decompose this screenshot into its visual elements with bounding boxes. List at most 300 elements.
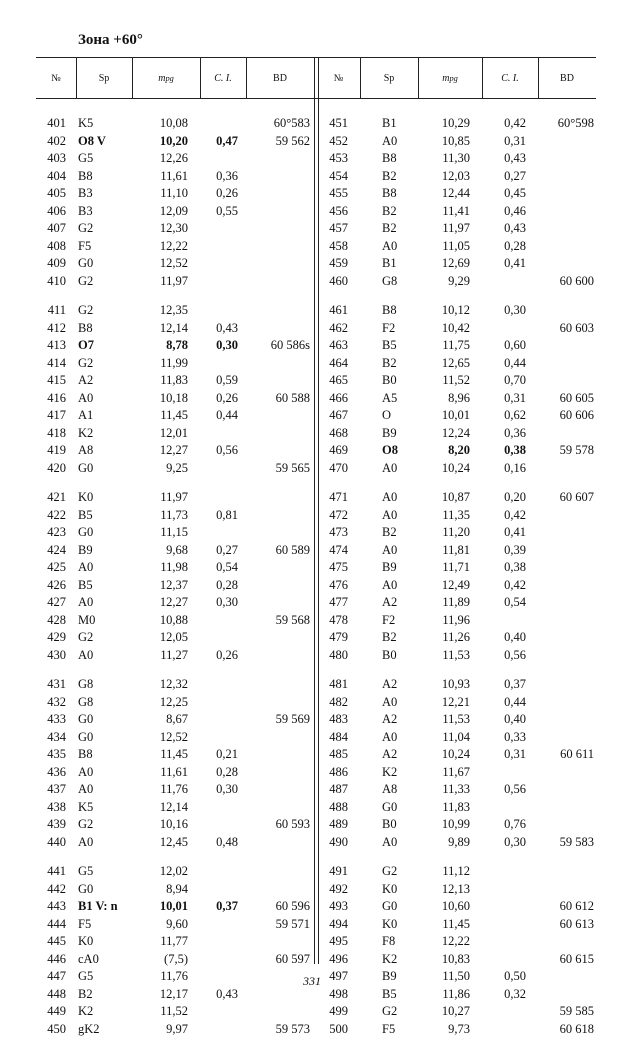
color-index: 0,70 bbox=[504, 373, 526, 387]
spectral-type: B2 bbox=[78, 986, 93, 1001]
star-number: 433 bbox=[47, 712, 66, 726]
color-index: 0,42 bbox=[504, 507, 526, 522]
spectral-type: G8 bbox=[382, 273, 398, 288]
star-number: 415 bbox=[47, 373, 66, 387]
magnitude: 11,35 bbox=[442, 507, 470, 522]
spectral-type: B8 bbox=[382, 151, 397, 165]
magnitude: 10,24 bbox=[441, 460, 470, 475]
color-index: 0,27 bbox=[216, 542, 238, 557]
magnitude: 12,02 bbox=[159, 864, 188, 878]
star-number: 401 bbox=[47, 116, 66, 130]
magnitude: 12,25 bbox=[159, 694, 188, 709]
spectral-type: A0 bbox=[78, 782, 94, 796]
star-number: 487 bbox=[329, 782, 348, 796]
star-number: 437 bbox=[47, 782, 66, 796]
spectral-type: B2 bbox=[382, 221, 397, 235]
spectral-type: A0 bbox=[78, 560, 94, 574]
magnitude: 11,15 bbox=[160, 525, 188, 539]
bd-designation: 60 603 bbox=[559, 320, 594, 335]
spectral-type: B9 bbox=[382, 969, 397, 983]
magnitude: 11,30 bbox=[442, 151, 470, 165]
star-number: 428 bbox=[47, 612, 66, 627]
spectral-type: O8 V bbox=[78, 133, 106, 148]
star-number: 493 bbox=[329, 899, 348, 913]
spectral-type: A8 bbox=[78, 443, 94, 457]
spectral-type: B0 bbox=[382, 647, 397, 662]
color-index: 0,42 bbox=[504, 577, 526, 592]
star-number: 438 bbox=[47, 799, 66, 814]
star-number: 414 bbox=[47, 355, 66, 370]
star-number: 419 bbox=[47, 443, 66, 457]
magnitude: 9,97 bbox=[166, 1021, 188, 1036]
bd-designation: 59 573 bbox=[275, 1021, 310, 1036]
star-number: 402 bbox=[47, 133, 66, 148]
star-number: 406 bbox=[47, 203, 66, 218]
spectral-type: G2 bbox=[78, 273, 94, 288]
star-number: 463 bbox=[329, 338, 348, 352]
spectral-type: K5 bbox=[78, 116, 94, 130]
color-index: 0,31 bbox=[504, 747, 526, 761]
magnitude: 12,37 bbox=[159, 577, 188, 592]
magnitude: 10,60 bbox=[441, 899, 470, 913]
magnitude: 9,89 bbox=[448, 834, 470, 849]
bd-designation: 60 586s bbox=[270, 338, 310, 352]
star-number: 448 bbox=[47, 986, 66, 1001]
magnitude: 11,97 bbox=[160, 490, 188, 504]
magnitude: 12,52 bbox=[159, 256, 188, 270]
color-index: 0,37 bbox=[504, 677, 526, 691]
spectral-type: B2 bbox=[382, 355, 397, 370]
star-number: 412 bbox=[47, 320, 66, 335]
magnitude: 11,67 bbox=[442, 764, 470, 779]
star-number: 489 bbox=[329, 817, 348, 831]
star-number: 461 bbox=[329, 303, 348, 317]
color-index: 0,56 bbox=[504, 782, 526, 796]
star-number: 421 bbox=[47, 490, 66, 504]
star-number: 479 bbox=[329, 630, 348, 644]
magnitude: 10,27 bbox=[441, 1004, 470, 1018]
star-number: 465 bbox=[329, 373, 348, 387]
star-number: 420 bbox=[47, 460, 66, 475]
spectral-type: M0 bbox=[78, 612, 96, 627]
spectral-type: K5 bbox=[78, 799, 94, 814]
star-number: 453 bbox=[329, 151, 348, 165]
spectral-type: G0 bbox=[78, 256, 94, 270]
spectral-type: F5 bbox=[382, 1021, 396, 1036]
magnitude: 11,98 bbox=[160, 560, 188, 574]
bd-designation: 59 568 bbox=[275, 612, 310, 627]
bd-designation: 60 605 bbox=[559, 390, 594, 405]
magnitude: 8,67 bbox=[166, 712, 188, 726]
bd-designation: 60°598 bbox=[557, 116, 594, 130]
magnitude: 11,61 bbox=[160, 168, 188, 183]
spectral-type: G2 bbox=[78, 630, 94, 644]
spectral-type: G0 bbox=[78, 712, 94, 726]
magnitude: 10,93 bbox=[441, 677, 470, 691]
color-index: 0,20 bbox=[504, 490, 526, 504]
spectral-type: A0 bbox=[78, 764, 94, 779]
star-number: 450 bbox=[47, 1021, 66, 1036]
color-index: 0,36 bbox=[504, 425, 526, 440]
spectral-type: B2 bbox=[382, 630, 397, 644]
magnitude: 12,52 bbox=[159, 729, 188, 744]
star-number: 444 bbox=[47, 916, 66, 931]
magnitude: 9,68 bbox=[166, 542, 188, 557]
color-index: 0,26 bbox=[216, 390, 238, 405]
star-number: 418 bbox=[47, 425, 66, 440]
spectral-type: A1 bbox=[78, 408, 94, 422]
magnitude: 12,05 bbox=[159, 630, 188, 644]
star-number: 425 bbox=[47, 560, 66, 574]
star-number: 474 bbox=[329, 542, 348, 557]
bd-designation: 59 571 bbox=[275, 916, 310, 931]
spectral-type: K2 bbox=[382, 764, 398, 779]
spectral-type: K0 bbox=[382, 916, 398, 931]
spectral-type: O8 bbox=[382, 443, 398, 457]
star-number: 471 bbox=[329, 490, 348, 504]
magnitude: 12,44 bbox=[441, 186, 470, 200]
star-number: 417 bbox=[47, 408, 66, 422]
magnitude: 11,45 bbox=[442, 916, 470, 931]
bd-designation: 59 569 bbox=[275, 712, 310, 726]
spectral-type: A0 bbox=[78, 390, 94, 405]
star-number: 500 bbox=[329, 1021, 348, 1036]
star-number: 426 bbox=[47, 577, 66, 592]
spectral-type: B8 bbox=[78, 168, 93, 183]
bd-designation: 60 612 bbox=[559, 899, 594, 913]
color-index: 0,48 bbox=[216, 834, 238, 849]
magnitude: 12,03 bbox=[441, 168, 470, 183]
spectral-type: A0 bbox=[382, 133, 398, 148]
star-number: 456 bbox=[329, 203, 348, 218]
color-index: 0,28 bbox=[216, 764, 238, 779]
star-number: 478 bbox=[329, 612, 348, 627]
star-number: 497 bbox=[329, 969, 348, 983]
magnitude: 11,75 bbox=[442, 338, 470, 352]
spectral-type: G5 bbox=[78, 969, 94, 983]
color-index: 0,26 bbox=[216, 186, 238, 200]
spectral-type: G0 bbox=[382, 899, 398, 913]
star-number: 403 bbox=[47, 151, 66, 165]
spectral-type: B0 bbox=[382, 817, 397, 831]
magnitude: 11,71 bbox=[442, 560, 470, 574]
star-number: 460 bbox=[329, 273, 348, 288]
magnitude: 11,99 bbox=[160, 355, 188, 370]
magnitude: 12,22 bbox=[159, 238, 188, 253]
spectral-type: A0 bbox=[78, 834, 94, 849]
color-index: 0,30 bbox=[504, 834, 526, 849]
color-index: 0,16 bbox=[504, 460, 526, 475]
magnitude: 11,05 bbox=[442, 238, 470, 253]
spectral-type: A0 bbox=[382, 490, 398, 504]
spectral-type: A0 bbox=[382, 694, 398, 709]
spectral-type: A0 bbox=[78, 647, 94, 662]
star-number: 411 bbox=[47, 303, 66, 317]
bd-designation: 60 596 bbox=[275, 899, 310, 913]
header-sp: Sp bbox=[383, 72, 395, 84]
magnitude: (7,5) bbox=[164, 951, 188, 966]
magnitude: 11,41 bbox=[442, 203, 470, 218]
magnitude: 12,65 bbox=[441, 355, 470, 370]
spectral-type: B2 bbox=[382, 168, 397, 183]
star-number: 480 bbox=[329, 647, 348, 662]
star-number: 462 bbox=[329, 320, 348, 335]
magnitude: 9,29 bbox=[448, 273, 470, 288]
magnitude: 12,13 bbox=[441, 881, 470, 896]
header-mpg: m pg bbox=[158, 72, 174, 84]
bd-designation: 60 593 bbox=[275, 817, 310, 831]
star-number: 447 bbox=[47, 969, 66, 983]
magnitude: 9,25 bbox=[166, 460, 188, 475]
color-index: 0,46 bbox=[504, 203, 526, 218]
magnitude: 12,27 bbox=[159, 443, 188, 457]
star-number: 440 bbox=[47, 834, 66, 849]
magnitude: 11,89 bbox=[442, 595, 470, 609]
magnitude: 12,22 bbox=[441, 934, 470, 948]
spectral-type: B5 bbox=[382, 986, 397, 1001]
magnitude: 10,20 bbox=[159, 133, 188, 148]
magnitude: 12,69 bbox=[441, 256, 470, 270]
color-index: 0,54 bbox=[504, 595, 526, 609]
star-number: 481 bbox=[329, 677, 348, 691]
spectral-type: A0 bbox=[382, 542, 398, 557]
header-no: № bbox=[333, 72, 344, 84]
bd-designation: 60 615 bbox=[559, 951, 594, 966]
magnitude: 10,42 bbox=[441, 320, 470, 335]
star-number: 466 bbox=[329, 390, 348, 405]
star-number: 407 bbox=[47, 221, 66, 235]
bd-designation: 60 613 bbox=[559, 916, 594, 931]
spectral-type: B9 bbox=[382, 560, 397, 574]
spectral-type: F5 bbox=[78, 916, 92, 931]
magnitude: 12,24 bbox=[441, 425, 470, 440]
star-number: 473 bbox=[329, 525, 348, 539]
magnitude: 11,26 bbox=[442, 630, 470, 644]
magnitude: 9,73 bbox=[448, 1021, 470, 1036]
magnitude: 10,01 bbox=[441, 408, 470, 422]
magnitude: 11,96 bbox=[442, 612, 470, 627]
magnitude: 9,60 bbox=[166, 916, 188, 931]
spectral-type: B8 bbox=[78, 320, 93, 335]
magnitude: 11,97 bbox=[160, 273, 188, 288]
magnitude: 11,45 bbox=[160, 747, 188, 761]
bd-designation: 59 585 bbox=[559, 1004, 594, 1018]
magnitude: 11,12 bbox=[442, 864, 470, 878]
spectral-type: B5 bbox=[78, 577, 93, 592]
magnitude: 11,27 bbox=[160, 647, 188, 662]
color-index: 0,50 bbox=[504, 969, 526, 983]
magnitude: 11,04 bbox=[442, 729, 470, 744]
color-index: 0,28 bbox=[216, 577, 238, 592]
star-number: 405 bbox=[47, 186, 66, 200]
magnitude: 8,20 bbox=[448, 443, 470, 457]
color-index: 0,62 bbox=[504, 408, 526, 422]
color-index: 0,43 bbox=[504, 221, 526, 235]
spectral-type: G2 bbox=[78, 221, 94, 235]
color-index: 0,26 bbox=[216, 647, 238, 662]
spectral-type: A8 bbox=[382, 782, 398, 796]
spectral-type: A0 bbox=[78, 595, 94, 609]
color-index: 0,54 bbox=[216, 560, 238, 574]
star-number: 484 bbox=[329, 729, 348, 744]
magnitude: 12,32 bbox=[159, 677, 188, 691]
star-number: 413 bbox=[47, 338, 66, 352]
spectral-type: G2 bbox=[78, 303, 94, 317]
magnitude: 12,17 bbox=[159, 986, 188, 1001]
star-number: 492 bbox=[329, 881, 348, 896]
magnitude: 11,50 bbox=[442, 969, 470, 983]
color-index: 0,44 bbox=[504, 694, 526, 709]
magnitude: 11,81 bbox=[442, 542, 470, 557]
color-index: 0,42 bbox=[504, 116, 526, 130]
magnitude: 10,01 bbox=[159, 899, 188, 913]
star-number: 472 bbox=[329, 507, 348, 522]
spectral-type: A2 bbox=[382, 677, 398, 691]
spectral-type: O bbox=[382, 408, 392, 422]
star-number: 416 bbox=[47, 390, 66, 405]
bd-designation: 60°583 bbox=[273, 116, 310, 130]
star-number: 470 bbox=[329, 460, 348, 475]
color-index: 0,41 bbox=[504, 256, 526, 270]
magnitude: 11,52 bbox=[160, 1004, 188, 1018]
star-number: 427 bbox=[47, 595, 66, 609]
spectral-type: G0 bbox=[382, 799, 398, 814]
magnitude: 11,61 bbox=[160, 764, 188, 779]
star-number: 446 bbox=[47, 951, 66, 966]
star-number: 454 bbox=[329, 168, 348, 183]
spectral-type: K0 bbox=[78, 934, 94, 948]
spectral-type: G2 bbox=[78, 817, 94, 831]
magnitude: 12,21 bbox=[441, 694, 470, 709]
star-number: 431 bbox=[47, 677, 66, 691]
spectral-type: A0 bbox=[382, 834, 398, 849]
star-number: 410 bbox=[47, 273, 66, 288]
magnitude: 12,49 bbox=[441, 577, 470, 592]
color-index: 0,59 bbox=[216, 373, 238, 387]
bd-designation: 60 588 bbox=[275, 390, 310, 405]
color-index: 0,81 bbox=[216, 507, 238, 522]
color-index: 0,43 bbox=[216, 320, 238, 335]
star-number: 435 bbox=[47, 747, 66, 761]
star-number: 458 bbox=[329, 238, 348, 253]
magnitude: 11,53 bbox=[442, 712, 470, 726]
star-number: 452 bbox=[329, 133, 348, 148]
magnitude: 11,20 bbox=[442, 525, 470, 539]
spectral-type: A5 bbox=[382, 390, 398, 405]
spectral-type: B5 bbox=[382, 338, 397, 352]
spectral-type: B1 V: n bbox=[78, 899, 118, 913]
spectral-type: F2 bbox=[382, 320, 396, 335]
magnitude: 10,16 bbox=[159, 817, 188, 831]
bd-designation: 60 600 bbox=[559, 273, 594, 288]
color-index: 0,27 bbox=[504, 168, 526, 183]
star-number: 436 bbox=[47, 764, 66, 779]
spectral-type: B2 bbox=[382, 525, 397, 539]
spectral-type: A0 bbox=[382, 729, 398, 744]
star-number: 441 bbox=[47, 864, 66, 878]
magnitude: 10,87 bbox=[441, 490, 470, 504]
spectral-type: B3 bbox=[78, 203, 93, 218]
star-number: 432 bbox=[47, 694, 66, 709]
magnitude: 10,12 bbox=[441, 303, 470, 317]
magnitude: 10,18 bbox=[159, 390, 188, 405]
star-number: 404 bbox=[47, 168, 66, 183]
spectral-type: G0 bbox=[78, 460, 94, 475]
star-number: 488 bbox=[329, 799, 348, 814]
bd-designation: 60 611 bbox=[560, 747, 594, 761]
color-index: 0,30 bbox=[216, 338, 238, 352]
color-index: 0,32 bbox=[504, 986, 526, 1001]
color-index: 0,31 bbox=[504, 133, 526, 148]
star-number: 469 bbox=[329, 443, 348, 457]
spectral-type: A2 bbox=[382, 747, 398, 761]
magnitude: 11,83 bbox=[160, 373, 188, 387]
spectral-type: B8 bbox=[382, 303, 397, 317]
spectral-type: B8 bbox=[382, 186, 397, 200]
color-index: 0,39 bbox=[504, 542, 526, 557]
spectral-type: A0 bbox=[382, 577, 398, 592]
spectral-type: K2 bbox=[78, 425, 94, 440]
color-index: 0,55 bbox=[216, 203, 238, 218]
header-sp: Sp bbox=[98, 72, 110, 84]
color-index: 0,31 bbox=[504, 390, 526, 405]
star-number: 443 bbox=[47, 899, 66, 913]
magnitude: 12,45 bbox=[159, 834, 188, 849]
magnitude: 11,52 bbox=[442, 373, 470, 387]
magnitude: 10,85 bbox=[441, 133, 470, 148]
star-number: 483 bbox=[329, 712, 348, 726]
color-index: 0,38 bbox=[504, 443, 526, 457]
magnitude: 12,14 bbox=[159, 320, 188, 335]
magnitude: 10,99 bbox=[441, 817, 470, 831]
spectral-type: G5 bbox=[78, 151, 94, 165]
color-index: 0,30 bbox=[504, 303, 526, 317]
color-index: 0,36 bbox=[216, 168, 238, 183]
magnitude: 11,10 bbox=[160, 186, 188, 200]
star-number: 490 bbox=[329, 834, 348, 849]
color-index: 0,47 bbox=[216, 133, 238, 148]
color-index: 0,21 bbox=[216, 747, 238, 761]
color-index: 0,30 bbox=[216, 782, 238, 796]
spectral-type: B9 bbox=[382, 425, 397, 440]
color-index: 0,56 bbox=[216, 443, 238, 457]
spectral-type: K2 bbox=[382, 951, 398, 966]
star-number: 451 bbox=[329, 116, 348, 130]
spectral-type: B3 bbox=[78, 186, 93, 200]
magnitude: 10,88 bbox=[159, 612, 188, 627]
spectral-type: A2 bbox=[382, 595, 398, 609]
color-index: 0,44 bbox=[216, 408, 238, 422]
magnitude: 11,97 bbox=[442, 221, 470, 235]
spectral-type: G0 bbox=[78, 525, 94, 539]
magnitude: 12,01 bbox=[159, 425, 188, 440]
star-number: 468 bbox=[329, 425, 348, 440]
star-number: 476 bbox=[329, 577, 348, 592]
spectral-type: F5 bbox=[78, 238, 92, 253]
color-index: 0,44 bbox=[504, 355, 526, 370]
magnitude: 12,35 bbox=[159, 303, 188, 317]
star-number: 422 bbox=[47, 507, 66, 522]
magnitude: 11,45 bbox=[160, 408, 188, 422]
spectral-type: B9 bbox=[78, 542, 93, 557]
magnitude: 11,76 bbox=[160, 782, 188, 796]
magnitude: 11,73 bbox=[160, 507, 188, 522]
magnitude: 11,33 bbox=[442, 782, 470, 796]
spectral-type: G8 bbox=[78, 694, 94, 709]
magnitude: 12,30 bbox=[159, 221, 188, 235]
bd-designation: 59 565 bbox=[275, 460, 310, 475]
star-number: 429 bbox=[47, 630, 66, 644]
